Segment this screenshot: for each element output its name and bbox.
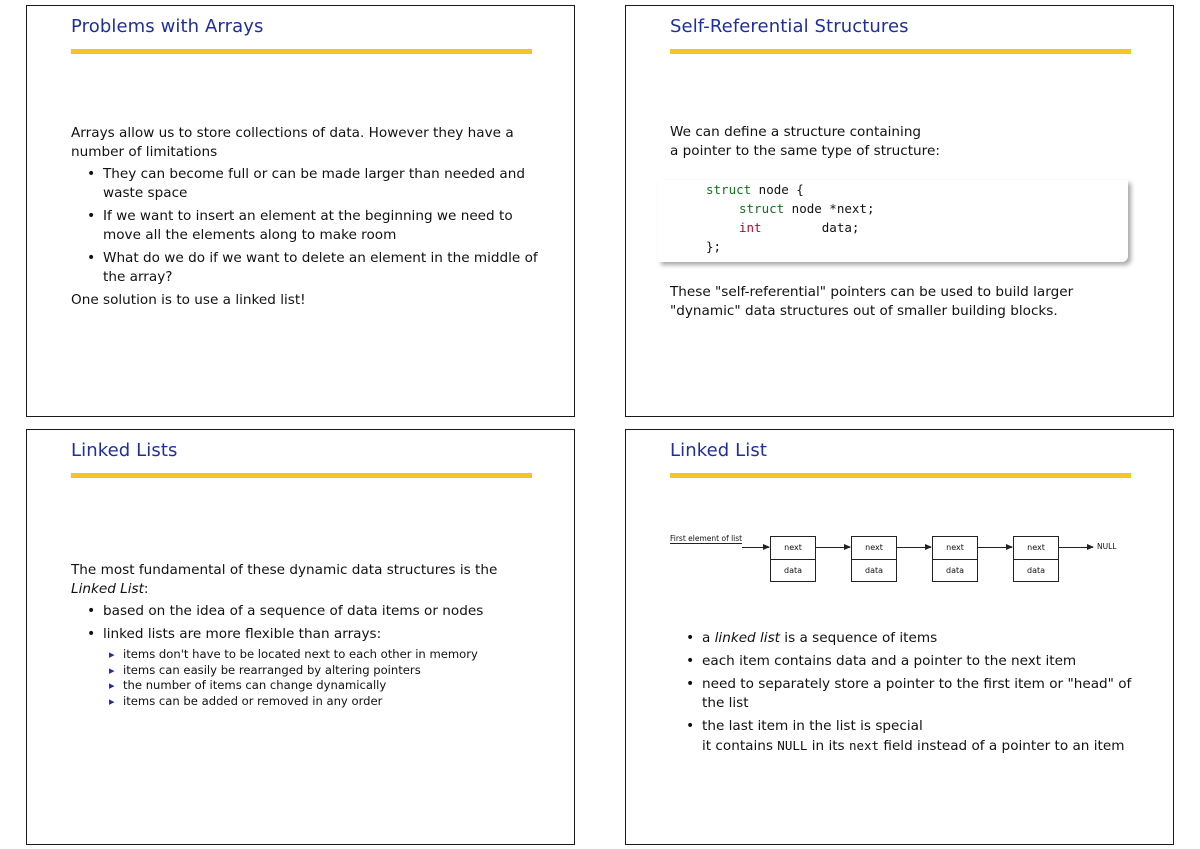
slide-body	[71, 124, 541, 310]
title-rule	[670, 473, 1131, 478]
intro-line: We can define a structure containing	[670, 124, 922, 140]
code-text: node *next;	[784, 201, 875, 216]
slide-body	[71, 561, 541, 713]
bullet-item: • each item contains data and a pointer to the next item	[702, 652, 1140, 671]
bullet-item: • What do we do if we want to delete an element in the middle of the array?	[103, 249, 541, 287]
bullet-item: • based on the idea of a sequence of data items or nodes	[103, 602, 541, 621]
slide-body	[670, 626, 1140, 760]
code-inline: NULL	[777, 738, 808, 753]
code-line	[706, 182, 804, 197]
slide-title: Problems with Arrays	[71, 16, 264, 37]
code-line: };	[706, 239, 722, 254]
sub-bullet-item: ▸ items can easily be rearranged by altering pointers	[123, 663, 541, 679]
code-keyword: struct	[706, 182, 752, 197]
list-node	[851, 536, 897, 582]
node-next-field: next	[933, 537, 977, 560]
null-label: NULL	[1097, 542, 1117, 551]
code-type: int	[739, 220, 762, 235]
code-keyword: struct	[739, 201, 785, 216]
code-text: node {	[751, 182, 804, 197]
code-line	[739, 220, 859, 235]
bullet-list	[71, 165, 541, 287]
code-text: data;	[761, 220, 860, 235]
bullet-item: • They can become full or can be made larger than needed and waste space	[103, 165, 541, 203]
intro-text	[670, 123, 1140, 161]
sub-bullet-item: ▸ items can be added or removed in any order	[123, 694, 541, 710]
slide-linked-list	[625, 429, 1174, 845]
bullet-item	[103, 625, 541, 709]
title-rule	[71, 473, 532, 478]
slide-problems-with-arrays	[26, 5, 575, 417]
intro-text-part: :	[143, 581, 149, 597]
node-data-field: data	[945, 566, 965, 575]
intro-text: Arrays allow us to store collections of data. However they have a number of limitations	[71, 125, 514, 160]
slide-title: Linked List	[670, 440, 768, 461]
code-block	[658, 180, 1128, 262]
sub-bullet-item: ▸ the number of items can change dynamically	[123, 678, 541, 694]
arrow	[1059, 547, 1093, 548]
bullet-item	[702, 717, 1140, 756]
bullet-text: linked lists are more flexible than arrays:	[103, 626, 382, 642]
head-pointer-label: First element of list	[670, 534, 743, 543]
bullet-text: is a sequence of items	[779, 630, 938, 646]
node-data-field: data	[783, 566, 803, 575]
bullet-text: a	[702, 630, 715, 646]
slide-title: Linked Lists	[71, 440, 178, 461]
bullet-text: field instead of a pointer to an item	[879, 738, 1125, 754]
slide-title: Self-Referential Structures	[670, 16, 909, 37]
sub-bullet-list	[103, 647, 541, 709]
slide-self-referential-structures	[625, 5, 1174, 417]
slide-linked-lists	[26, 429, 575, 845]
list-node	[770, 536, 816, 582]
bullet-text: the last item in the list is special	[702, 718, 923, 734]
outro-text: These "self-referential" pointers can be used to build larger "dynamic" data structures out of smaller building blocks.	[670, 284, 1074, 319]
intro-text	[71, 561, 541, 599]
node-data-field: data	[1026, 566, 1046, 575]
bullet-emphasis: linked list	[714, 630, 780, 646]
intro-line: a pointer to the same type of structure:	[670, 143, 940, 159]
list-node	[932, 536, 978, 582]
linked-list-diagram	[670, 530, 1130, 600]
title-rule	[71, 49, 532, 54]
arrow	[978, 547, 1012, 548]
arrow	[742, 547, 769, 548]
bullet-list	[670, 629, 1140, 756]
intro-text-part: The most fundamental of these dynamic data structures is the	[71, 562, 498, 578]
intro-emphasis: Linked List	[71, 581, 144, 597]
outro-text: One solution is to use a linked list!	[71, 292, 306, 308]
bullet-text: it contains	[702, 738, 778, 754]
node-next-field: next	[1014, 537, 1058, 560]
node-data-field: data	[864, 566, 884, 575]
bullet-text: in its	[807, 738, 849, 754]
head-label-underline	[670, 543, 742, 544]
bullet-list	[71, 602, 541, 709]
code-inline: next	[848, 738, 880, 753]
bullet-item	[702, 629, 1140, 648]
arrow	[897, 547, 931, 548]
arrow	[816, 547, 850, 548]
code-line	[739, 201, 874, 216]
node-next-field: next	[771, 537, 815, 560]
list-node	[1013, 536, 1059, 582]
bullet-item: • need to separately store a pointer to the first item or "head" of the list	[702, 675, 1140, 713]
node-next-field: next	[852, 537, 896, 560]
title-rule	[670, 49, 1131, 54]
bullet-item: • If we want to insert an element at the beginning we need to move all the elements along to make room	[103, 207, 541, 245]
sub-bullet-item: ▸ items don't have to be located next to each other in memory	[123, 647, 541, 663]
